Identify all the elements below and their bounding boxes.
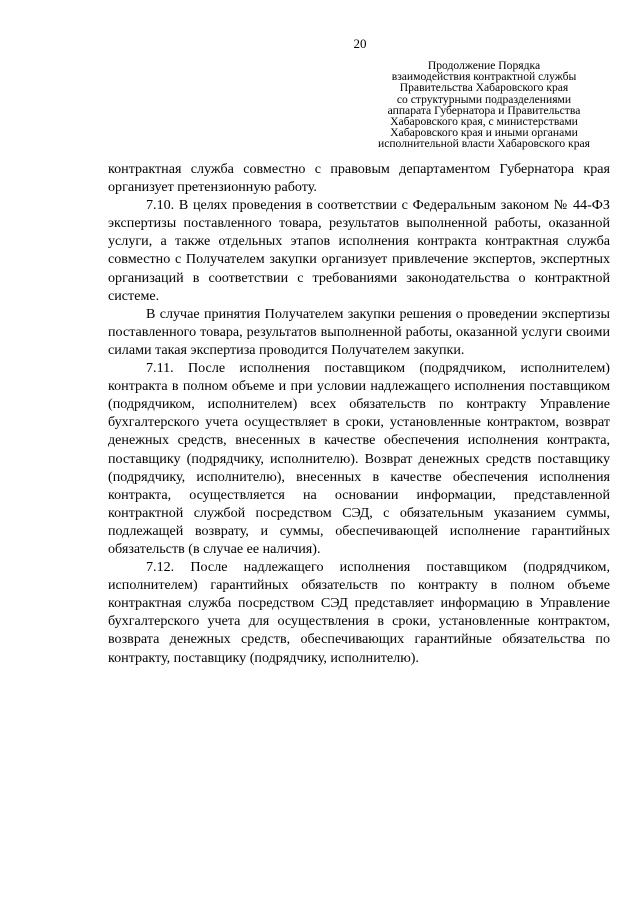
paragraph-7-12: 7.12. После надлежащего исполнения поставщиком (подрядчиком, исполнителем) гарантийных обязательств по контракту в полном объеме контрактная служба посредством СЭД представляет информацию в Управление бухгалтерского учета для осуществления в сроки, установленные контрактом, возврата денежных средств, обеспечивающих гарантийные обязательства по контракту, поставщику (подрядчику, исполнителю). [108, 559, 610, 666]
paragraph-expertise: В случае принятия Получателем закупки решения о проведении экспертизы поставленного товара, результатов выполненной работы, оказанной услуги своими силами такая экспертиза проводится Получателем закупки. [108, 305, 610, 358]
document-body [108, 160, 610, 667]
paragraph-7-10: 7.10. В целях проведения в соответствии с Федеральным законом № 44-ФЗ экспертизы поставленного товара, результатов выполненной работы, оказанной услуги, а также отдельных этапов исполнения контракта контрактная служба совместно с Получателем закупки организует привлечение экспертов, экспертных организаций в соответствии с требованиями законодательства о контрактной системе. [108, 197, 610, 304]
page-number: 20 [353, 36, 367, 51]
header-line: аппарата Губернатора и Правительства [387, 103, 581, 117]
header-line: Продолжение Порядка [427, 59, 541, 72]
header-line: Хабаровского края и иными органами [390, 126, 578, 140]
header-line: взаимодействия контрактной службы [391, 70, 577, 84]
header-line: Хабаровского края, с министерствами [390, 115, 578, 129]
paragraph-7-11: 7.11. После исполнения поставщиком (подрядчиком, исполнителем) контракта в полном объеме и при условии надлежащего исполнения поставщиком (подрядчиком, исполнителем) всех обязательств по контракту Управление бухгалтерского учета осуществляет в сроки, установленные контрактом, возврат денежных средств, внесенных в качестве обеспечения исполнения контракта, поставщику (подрядчику, исполнителю). Возврат денежных средств поставщику (подрядчику, исполнителю), внесенных в качестве обеспечения исполнения контракта, осуществляется на основании информации, представленной контрактной службой посредством СЭД, с обязательным указанием суммы, подлежащей возврату, и суммы, обеспечивающей исполнение гарантийных обязательств (в случае ее наличия). [108, 360, 610, 557]
document-header [368, 60, 600, 150]
header-line: со структурными подразделениями [396, 92, 572, 106]
paragraph-continuation: контрактная служба совместно с правовым департаментом Губернатора края организует претензионную работу. [108, 161, 610, 196]
header-line: исполнительной власти Хабаровского края [378, 137, 590, 151]
header-line: Правительства Хабаровского края [399, 81, 569, 95]
